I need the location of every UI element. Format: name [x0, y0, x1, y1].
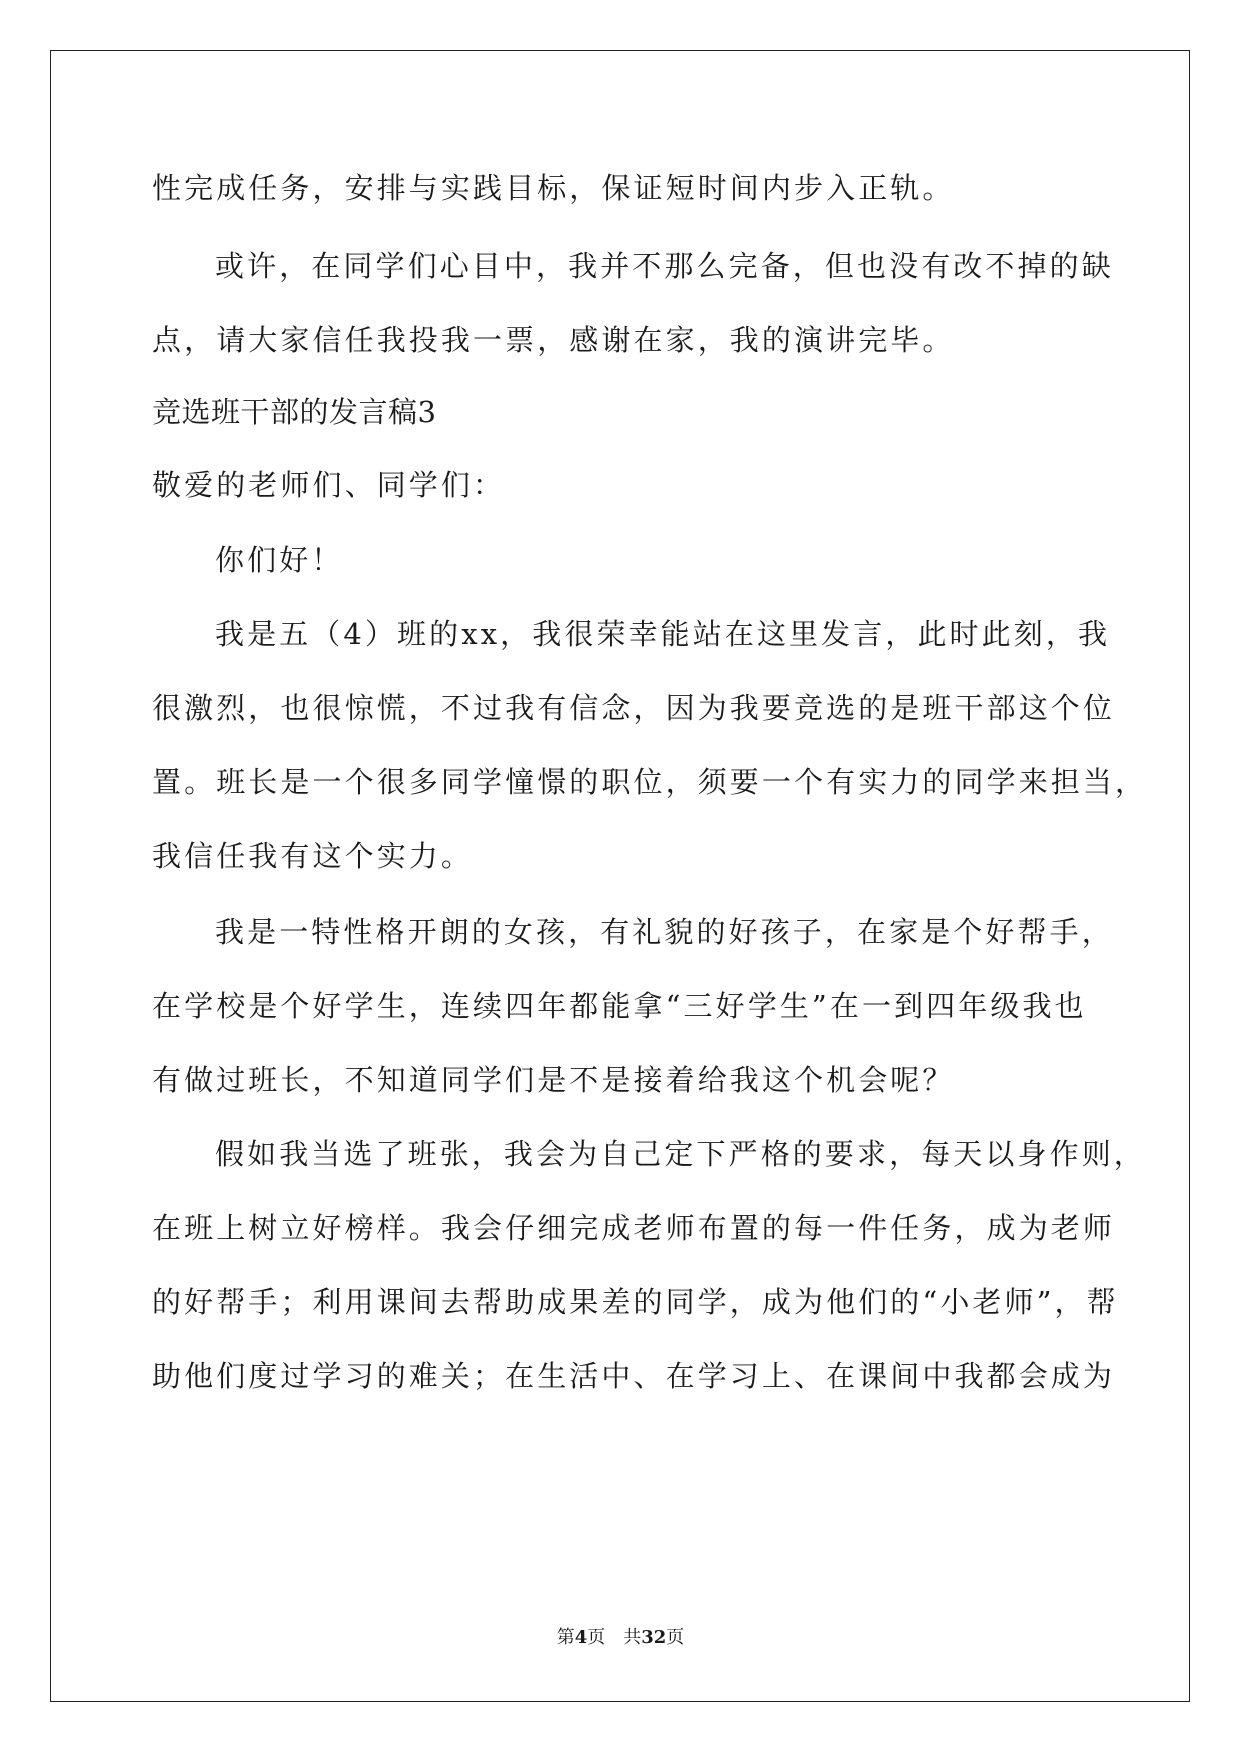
footer-suffix: 页: [666, 1627, 685, 1648]
body-line: 点，请大家信任我投我一票，感谢在家，我的演讲完毕。: [152, 323, 955, 357]
page-border: [50, 50, 1190, 1702]
body-line: 有做过班长，不知道同学们是不是接着给我这个机会呢？: [152, 1063, 955, 1097]
body-line: 或许，在同学们心目中，我并不那么完备，但也没有改不掉的缺: [215, 249, 1114, 283]
body-line: 在学校是个好学生，连续四年都能拿“三好学生”在一到四年级我也: [152, 989, 1087, 1023]
body-line: 很激烈，也很惊慌，不过我有信念，因为我要竞选的是班干部这个位: [152, 691, 1116, 725]
salutation: 敬爱的老师们、同学们：: [152, 468, 506, 502]
body-line: 助他们度过学习的难关；在生活中、在学习上、在课间中我都会成为: [152, 1359, 1116, 1393]
total-page-number: 32: [641, 1627, 667, 1648]
greeting: 你们好！: [215, 543, 344, 577]
body-line: 我是一特性格开朗的女孩，有礼貌的好孩子，在家是个好帮手，: [215, 915, 1114, 949]
page-footer: [0, 1626, 1241, 1650]
footer-mid: 页 共: [587, 1627, 642, 1648]
body-line: 置。班长是一个很多同学憧憬的职位，须要一个有实力的同学来担当，: [152, 765, 1148, 799]
current-page-number: 4: [574, 1627, 588, 1648]
body-line: 假如我当选了班张，我会为自己定下严格的要求，每天以身作则，: [215, 1137, 1146, 1171]
section-heading: 竞选班干部的发言稿3: [152, 395, 437, 429]
body-line: 我信任我有这个实力。: [152, 839, 474, 873]
body-line: 的好帮手；利用课间去帮助成果差的同学，成为他们的“小老师”，帮: [152, 1285, 1119, 1319]
body-line: 我是五（4）班的xx，我很荣幸能站在这里发言，此时此刻，我: [215, 617, 1111, 651]
body-line: 性完成任务，安排与实践目标，保证短时间内步入正轨。: [152, 171, 955, 205]
body-line: 在班上树立好榜样。我会仔细完成老师布置的每一件任务，成为老师: [152, 1211, 1116, 1245]
footer-prefix: 第: [556, 1627, 575, 1648]
